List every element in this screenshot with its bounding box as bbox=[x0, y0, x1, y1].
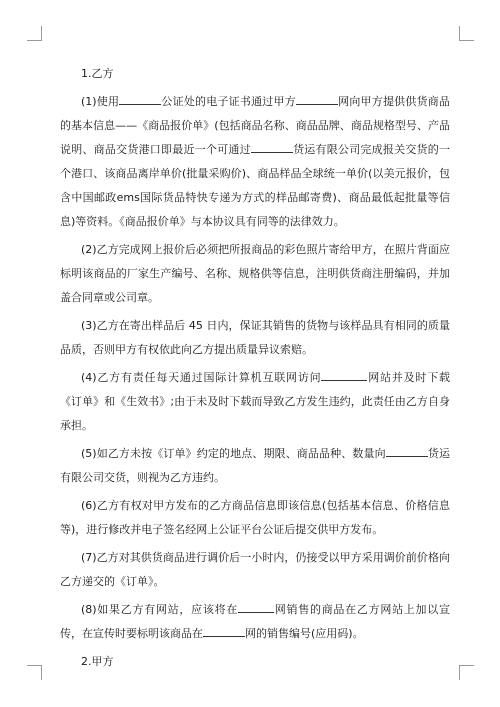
clause-1-text-a: (1)使用 bbox=[81, 95, 120, 108]
crop-mark-bottom-left bbox=[27, 665, 42, 680]
section-heading-party-a: 2.甲方 bbox=[81, 655, 114, 668]
blank-freight-company-2 bbox=[386, 444, 428, 457]
clause-8-text-b: 网销售的商品在乙方网站上加以宣传，在宣传时要标明该商品在 bbox=[60, 603, 450, 640]
clause-2: (2)乙方完成网上报价后必须把所报商品的彩色照片寄给甲方，在照片背面应标明该商品的厂家生产编号、名称、规格供等信息，注明供货商注册编码，并加盖合同章或公司章。 bbox=[60, 243, 450, 304]
blank-website-code bbox=[203, 624, 245, 637]
section-heading-party-b: 1.乙方 bbox=[81, 67, 114, 80]
clause-8-text-a: (8)如果乙方有网站，应该将在 bbox=[81, 603, 239, 616]
clause-1-text-c: 网向甲方提供供货商品的基本信息——《商品报价单》(包括商品名称、商品品牌、商品规格型号、产品说明、商品交货港口即最近一个可通过 bbox=[60, 95, 451, 156]
clause-1-text-b: 公证处的电子证书通过甲方 bbox=[161, 95, 296, 108]
blank-party-a-website bbox=[296, 92, 338, 105]
clause-4-text-b: 网站并及时下载《订单》和《生效书》;由于未及时下载而导致乙方发生违约，此责任由乙方自身承担。 bbox=[60, 371, 450, 432]
crop-mark-top-right bbox=[459, 26, 474, 41]
clause-1 bbox=[60, 90, 450, 234]
crop-mark-top-left bbox=[27, 26, 42, 41]
blank-notary-office bbox=[119, 92, 161, 105]
clause-1-text-d: 货运有限公司完成报关交货的一个港口、该商品离岸单价(批量采购价)、商品样品全球统一单价(以美元报价，包含中国邮政ems国际货品特快专递为方式的样品邮寄费)、商品最低起批量等信息)等资料。《商品报价单》与本协议具有同等的法律效力。 bbox=[60, 143, 451, 228]
clause-5 bbox=[60, 442, 450, 490]
blank-freight-company bbox=[251, 140, 293, 153]
clause-7: (7)乙方对其供货商品进行调价后一小时内，仍接受以甲方采用调价前价格向乙方递交的《订单》。 bbox=[60, 551, 450, 588]
blank-website-name bbox=[321, 368, 367, 381]
clause-3: (3)乙方在寄出样品后 45 日内，保证其销售的货物与该样品具有相同的质量品质，否则甲方有权依此向乙方提出质量异议索赔。 bbox=[60, 319, 450, 356]
blank-website-sales bbox=[238, 600, 274, 613]
clause-6: (6)乙方有权对甲方发布的乙方商品信息即该信息(包括基本信息、价格信息等)，进行修改并电子签名经网上公证平台公证后提交供甲方发布。 bbox=[60, 499, 450, 536]
clause-4-text-a: (4)乙方有责任每天通过国际计算机互联网访问 bbox=[81, 371, 322, 384]
clause-8 bbox=[60, 598, 450, 646]
clause-8-text-c: 网的销售编号(应用码)。 bbox=[245, 627, 364, 640]
crop-mark-bottom-right bbox=[459, 665, 474, 680]
document-body bbox=[60, 62, 450, 678]
clause-5-text-a: (5)如乙方未按《订单》约定的地点、期限、商品品种、数量向 bbox=[81, 447, 386, 460]
clause-5-text-b: 货运有限公司交货，则视为乙方违约。 bbox=[60, 447, 451, 484]
clause-4 bbox=[60, 366, 450, 438]
